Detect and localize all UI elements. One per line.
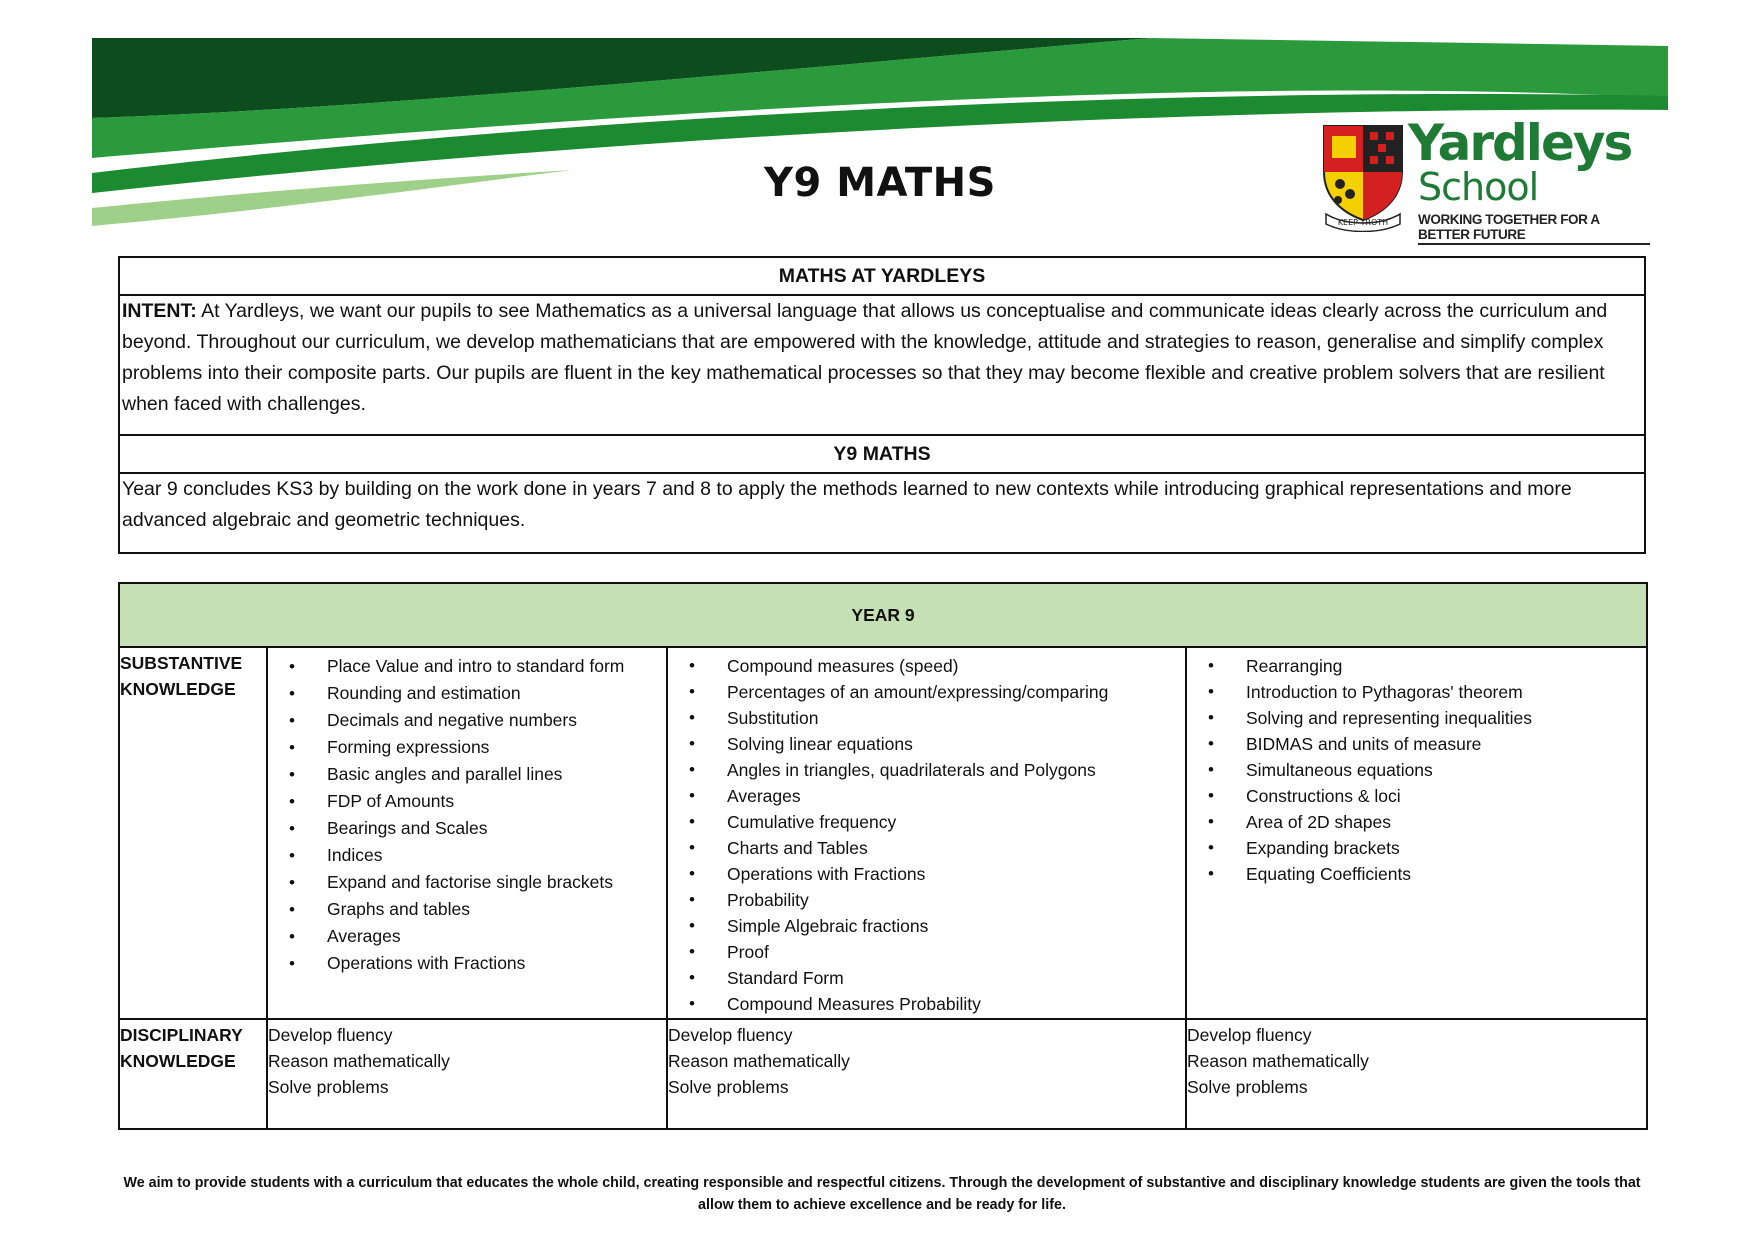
school-logo — [1320, 114, 1650, 242]
disciplinary-cell-2 — [667, 1019, 1186, 1129]
year-heading: YEAR 9 — [119, 583, 1647, 647]
topic-item: • Angles in triangles, quadrilaterals and Polygons — [669, 757, 1184, 783]
topic-item: • Place Value and intro to standard form — [269, 653, 665, 680]
topic-item: • Equating Coefficients — [1188, 861, 1645, 887]
topic-item: • Proof — [669, 939, 1184, 965]
disciplinary-cell-3 — [1186, 1019, 1647, 1129]
footer-text: We aim to provide students with a curriculum that educates the whole child, creating responsible and respectful citizens. Through the development of substantive and disciplinary knowledge students are given the tools that allow them to achieve excellence and be ready for life. — [123, 1175, 1641, 1213]
logo-tagline: WORKING TOGETHER FOR A BETTER FUTURE — [1418, 212, 1650, 245]
topic-item: • Simple Algebraic fractions — [669, 913, 1184, 939]
topic-item: • Operations with Fractions — [669, 861, 1184, 887]
intent-label: INTENT: — [122, 300, 197, 322]
topic-item: • Solving linear equations — [669, 731, 1184, 757]
topic-item: • Substitution — [669, 705, 1184, 731]
disciplinary-item: Develop fluency — [1187, 1025, 1312, 1045]
disciplinary-cell-1 — [267, 1019, 667, 1129]
topic-item: • Area of 2D shapes — [1188, 809, 1645, 835]
disciplinary-label — [119, 1019, 267, 1129]
topic-item: • Charts and Tables — [669, 835, 1184, 861]
topic-item: • BIDMAS and units of measure — [1188, 731, 1645, 757]
topics-list-2 — [669, 653, 1184, 1017]
y9-summary: Year 9 concludes KS3 by building on the work done in years 7 and 8 to apply the methods learned to new contexts while introducing graphical representations and more advanced algebraic and geometric techniques. — [119, 473, 1645, 553]
topics-list-3 — [1188, 653, 1645, 887]
topic-item: • Expand and factorise single brackets — [269, 869, 665, 896]
disciplinary-item: Solve problems — [668, 1077, 789, 1097]
disciplinary-item: Reason mathematically — [668, 1051, 850, 1071]
topic-item: • Constructions & loci — [1188, 783, 1645, 809]
topic-item: • Percentages of an amount/expressing/comparing — [669, 679, 1184, 705]
page-title: Y9 MATHS — [764, 160, 996, 206]
topic-item: • Operations with Fractions — [269, 950, 665, 977]
disciplinary-label-line2: KNOWLEDGE — [120, 1051, 236, 1071]
intent-heading: MATHS AT YARDLEYS — [119, 257, 1645, 295]
topic-item: • Indices — [269, 842, 665, 869]
disciplinary-item: Develop fluency — [268, 1025, 393, 1045]
disciplinary-item: Solve problems — [268, 1077, 389, 1097]
topics-list-1 — [269, 653, 665, 977]
topic-item: • Standard Form — [669, 965, 1184, 991]
substantive-label-line1: SUBSTANTIVE — [120, 653, 243, 673]
logo-motto: KEEP TROTH — [1337, 218, 1389, 227]
topic-item: • Averages — [269, 923, 665, 950]
topic-item: • Introduction to Pythagoras' theorem — [1188, 679, 1645, 705]
topic-item: • Rearranging — [1188, 653, 1645, 679]
topic-item: • FDP of Amounts — [269, 788, 665, 815]
topic-item: • Compound measures (speed) — [669, 653, 1184, 679]
topic-item: • Rounding and estimation — [269, 680, 665, 707]
topics-cell-1 — [267, 647, 667, 1019]
substantive-label-line2: KNOWLEDGE — [120, 679, 236, 699]
intent-cell — [119, 295, 1645, 435]
disciplinary-item: Solve problems — [1187, 1077, 1308, 1097]
disciplinary-item: Reason mathematically — [1187, 1051, 1369, 1071]
topic-item: • Averages — [669, 783, 1184, 809]
topic-item: • Cumulative frequency — [669, 809, 1184, 835]
topic-item: • Decimals and negative numbers — [269, 707, 665, 734]
year-table — [118, 582, 1648, 1130]
intent-table — [118, 256, 1646, 554]
topic-item: • Forming expressions — [269, 734, 665, 761]
topic-item: • Basic angles and parallel lines — [269, 761, 665, 788]
intent-text: At Yardleys, we want our pupils to see Mathematics as a universal language that allows us conceptualise and communicate ideas clearly across the curriculum and beyond. Throughout our curriculum, we develop mathematicians that are empowered with the knowledge, attitude and strategies to reason, generalise and simplify complex problems into their composite parts. Our pupils are fluent in the key mathematical processes so that they may become flexible and creative problem solvers that are resilient when faced with challenges. — [122, 300, 1608, 415]
topics-cell-2 — [667, 647, 1186, 1019]
topic-item: • Compound Measures Probability — [669, 991, 1184, 1017]
topic-item: • Probability — [669, 887, 1184, 913]
topic-item: • Expanding brackets — [1188, 835, 1645, 861]
logo-name: Yardleys — [1408, 114, 1632, 172]
disciplinary-item: Reason mathematically — [268, 1051, 450, 1071]
topic-item: • Simultaneous equations — [1188, 757, 1645, 783]
substantive-label — [119, 647, 267, 1019]
logo-school: School — [1418, 165, 1539, 209]
topic-item: • Graphs and tables — [269, 896, 665, 923]
topic-item: • Solving and representing inequalities — [1188, 705, 1645, 731]
topic-item: • Bearings and Scales — [269, 815, 665, 842]
y9-subheading: Y9 MATHS — [119, 435, 1645, 473]
disciplinary-item: Develop fluency — [668, 1025, 793, 1045]
topics-cell-3 — [1186, 647, 1647, 1019]
school-crest-icon — [1320, 122, 1406, 232]
disciplinary-label-line1: DISCIPLINARY — [120, 1025, 243, 1045]
